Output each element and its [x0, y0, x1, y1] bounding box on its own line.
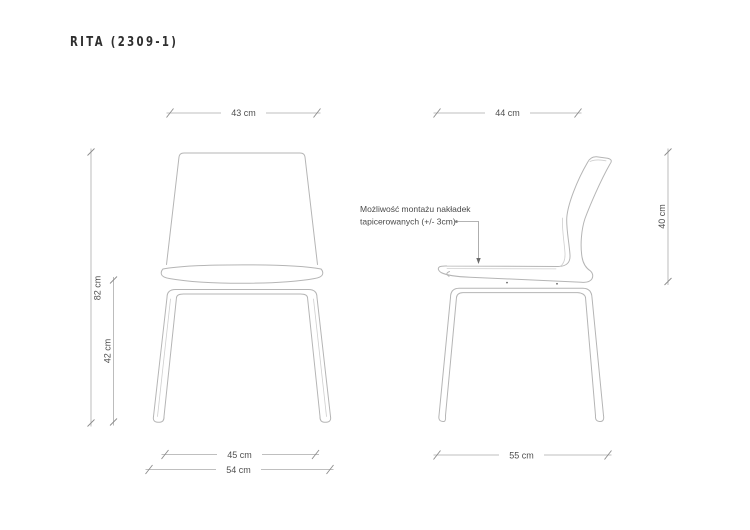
dim-side-top-depth [434, 108, 582, 118]
dim-front-top-width [167, 108, 321, 118]
side-seat-dot-1 [506, 282, 508, 284]
front-left-leg-outer [154, 298, 168, 417]
front-right-leg-inner [308, 298, 321, 417]
dim-front-seat-height [103, 277, 118, 426]
dim-value: 55 cm [509, 450, 534, 461]
dim-front-base-width-outer [146, 465, 334, 475]
page-title: RITA (2309-1) [70, 35, 179, 50]
dim-value: 44 cm [495, 108, 520, 119]
dim-side-base-depth [434, 450, 612, 460]
side-seat-backrest-outline [438, 157, 611, 283]
dim-front-base-width-inner [162, 450, 320, 460]
annotation-arrowhead-icon [476, 258, 480, 264]
front-frame-inner [177, 294, 308, 298]
side-backrest-inner-line [560, 218, 565, 267]
annotation-line-2: tapicerowanych (+/- 3cm) [360, 216, 456, 227]
side-rear-foot [595, 416, 603, 422]
dim-value: 40 cm [657, 204, 667, 229]
annotation-leader-line [457, 222, 479, 259]
upholstery-annotation [360, 204, 481, 264]
side-front-leg-inner [446, 298, 457, 416]
front-seat-band [161, 269, 323, 283]
dim-value: 45 cm [227, 449, 252, 460]
front-backrest-outline [167, 153, 318, 265]
side-top-cap-inner-line [590, 160, 606, 162]
side-view-drawing [438, 157, 611, 422]
dim-value: 82 cm [92, 275, 103, 301]
dim-value: 54 cm [226, 464, 251, 475]
front-view-drawing [153, 153, 330, 422]
front-right-leg-outer [317, 298, 331, 417]
front-right-foot [320, 417, 331, 423]
side-front-leg-outer [439, 298, 451, 416]
dim-value: 42 cm [102, 338, 113, 364]
side-seat-dot-2 [556, 283, 558, 285]
front-right-leg-mid [314, 299, 327, 417]
dim-front-total-height [88, 149, 103, 427]
side-front-foot [439, 416, 446, 422]
side-frame-inner [457, 293, 586, 298]
front-left-foot [153, 417, 164, 423]
front-seat-top-edge [163, 265, 321, 269]
annotation-line-1: Możliwość montażu nakładek [360, 204, 471, 214]
dim-value: 43 cm [231, 108, 256, 119]
front-left-leg-inner [164, 298, 177, 417]
front-left-leg-mid [158, 299, 171, 417]
dim-side-backrest-height [657, 149, 672, 286]
